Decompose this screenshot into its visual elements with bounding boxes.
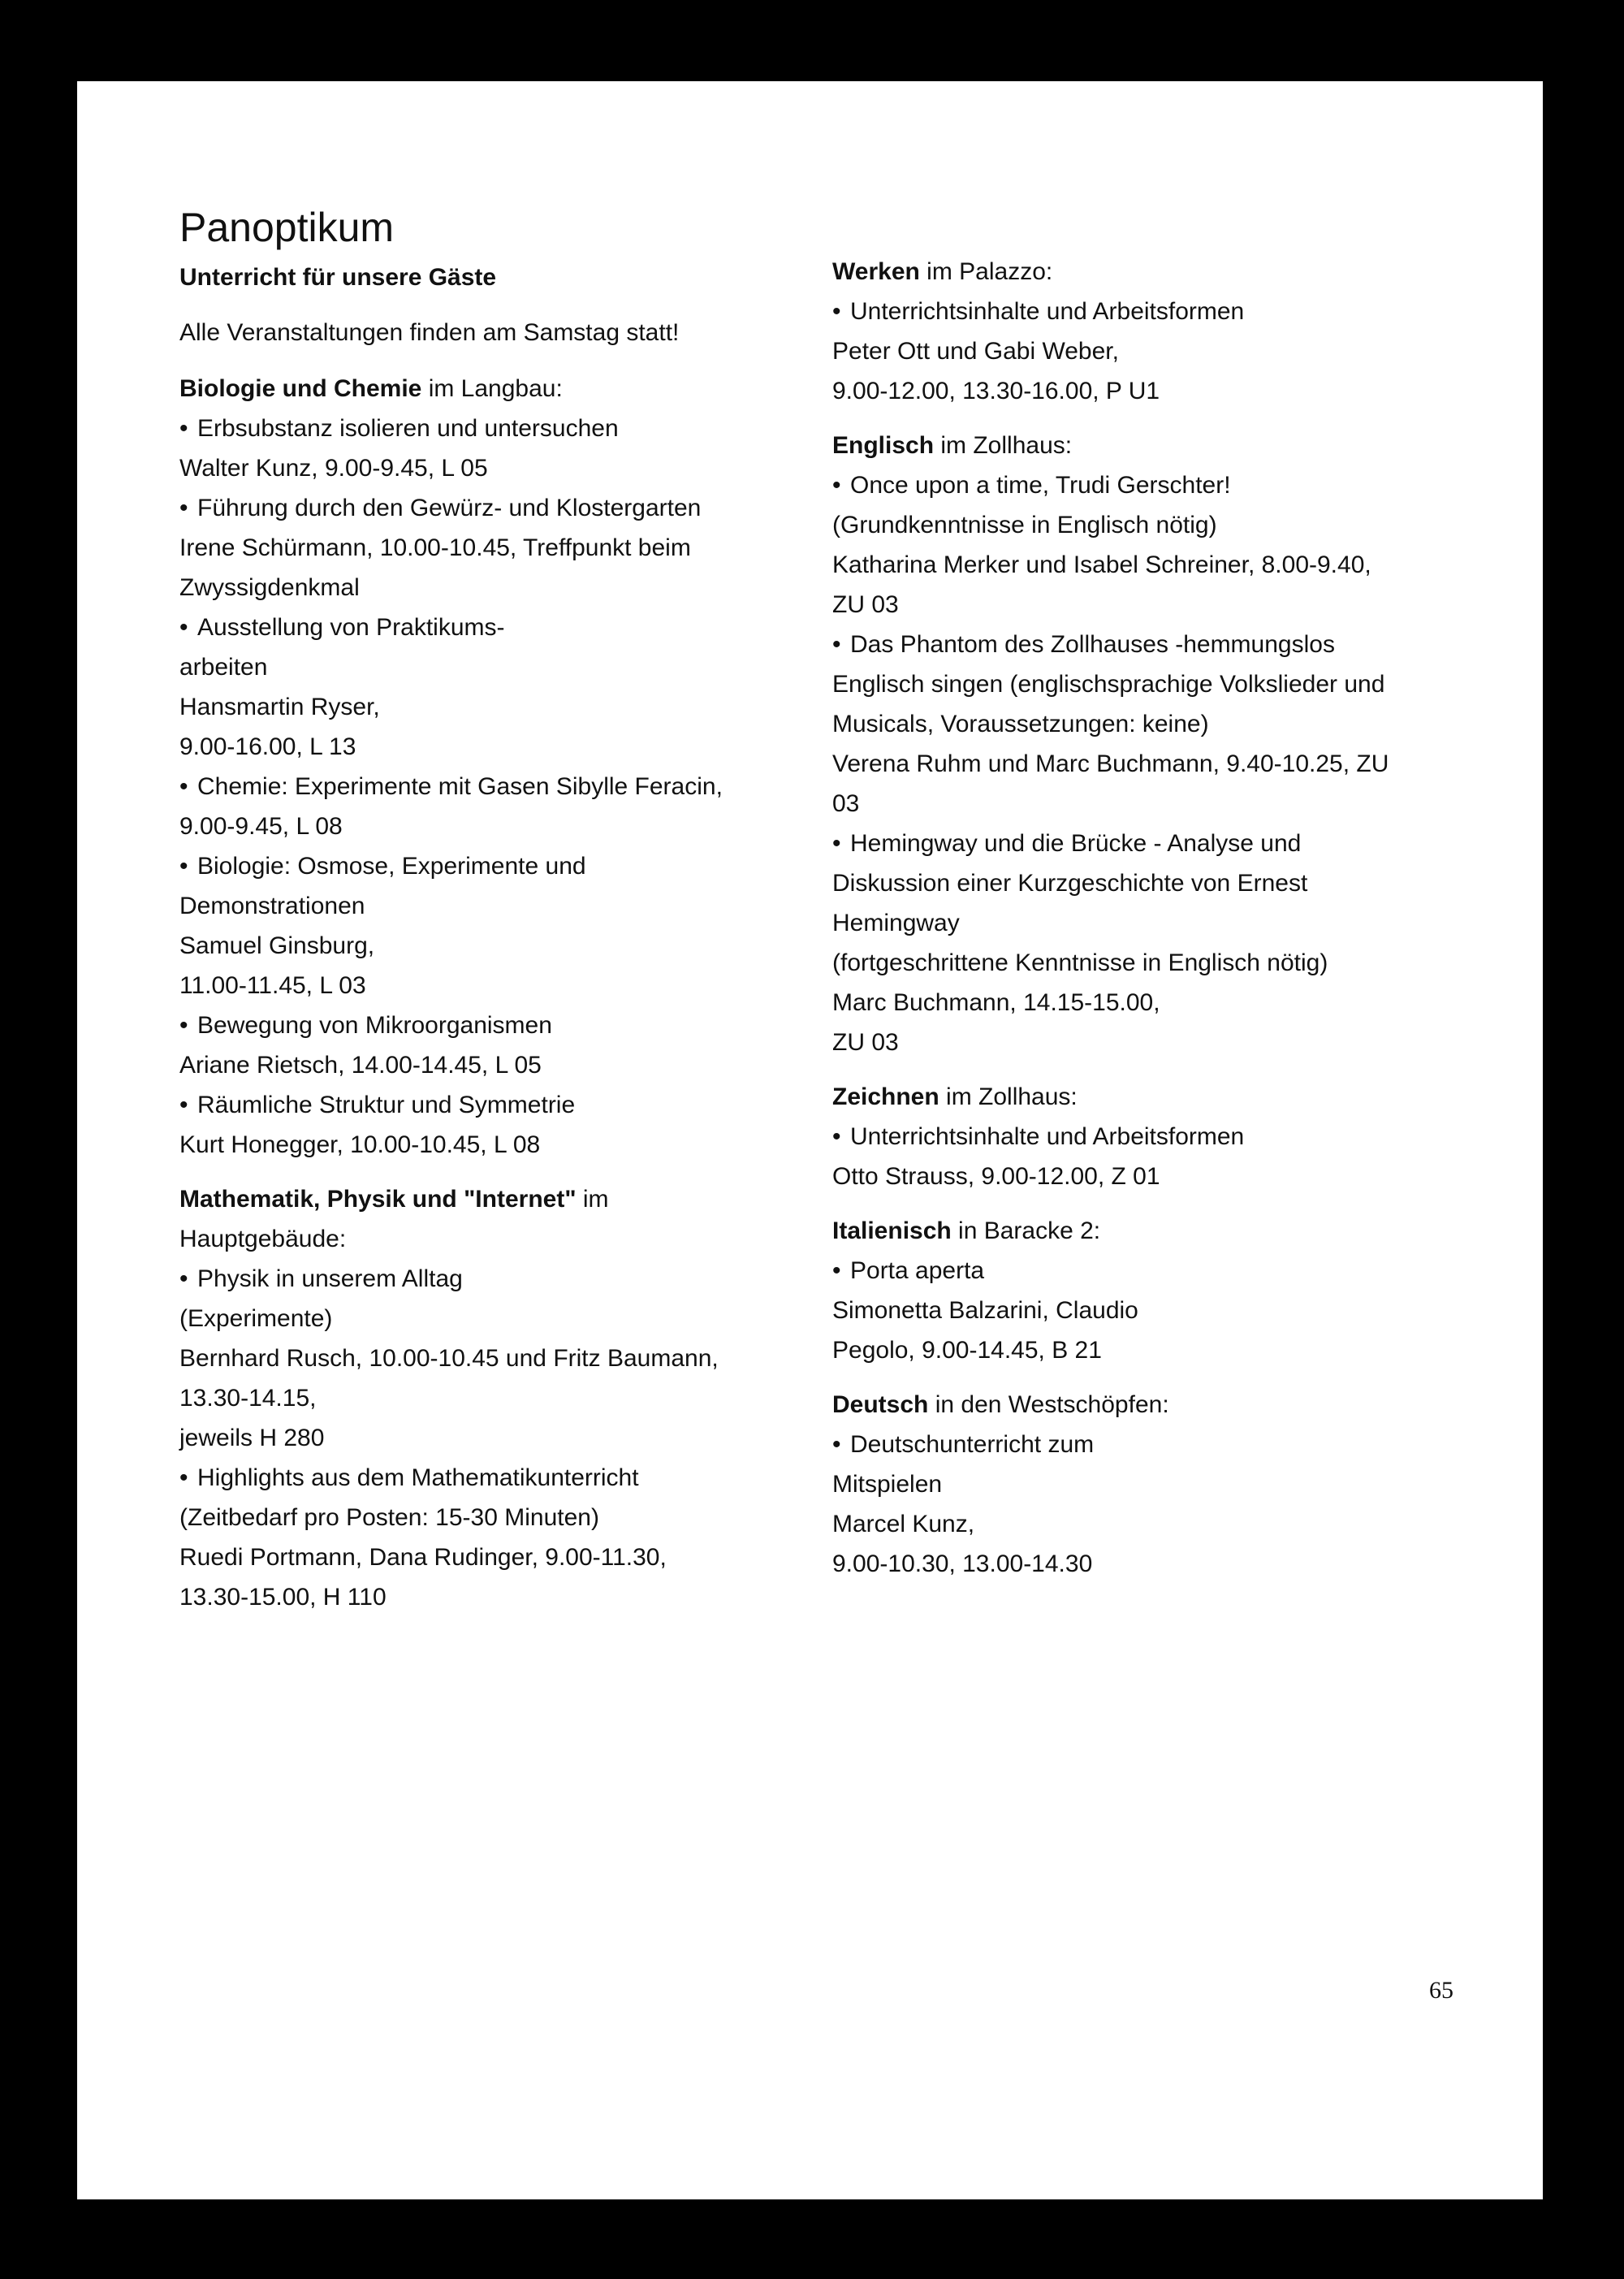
line-text: (Grundkenntnisse in Englisch nötig) xyxy=(832,512,1217,538)
detail-line xyxy=(832,744,1466,784)
detail-line xyxy=(179,568,845,608)
detail-line xyxy=(832,585,1466,625)
line-text: Unterrichtsinhalte und Arbeitsformen xyxy=(850,298,1245,325)
line-text: Irene Schürmann, 10.00-10.45, Treffpunkt beim xyxy=(179,534,691,561)
line-text: Katharina Merker und Isabel Schreiner, 8.00-9.40, xyxy=(832,551,1371,578)
page-title: Panoptikum xyxy=(179,205,395,250)
detail-line xyxy=(179,1045,845,1085)
line-text: 11.00-11.45, L 03 xyxy=(179,972,366,999)
section-heading xyxy=(832,1077,1466,1117)
bullet-icon: • xyxy=(179,773,188,800)
detail-line xyxy=(179,1537,845,1577)
detail-line xyxy=(179,886,845,926)
detail-line xyxy=(179,926,845,966)
detail-line xyxy=(179,807,845,846)
section-heading xyxy=(832,426,1466,465)
line-text: Samuel Ginsburg, xyxy=(179,932,375,959)
line-text: Peter Ott und Gabi Weber, xyxy=(832,338,1119,365)
line-text: Führung durch den Gewürz- und Klostergarten xyxy=(197,495,702,521)
detail-line xyxy=(179,1125,845,1165)
line-text: 9.00-9.45, L 08 xyxy=(179,813,343,840)
bullet-item xyxy=(179,608,845,647)
line-text: Biologie: Osmose, Experimente und xyxy=(197,853,586,880)
bullet-item xyxy=(832,465,1466,505)
detail-line xyxy=(179,528,845,568)
detail-line xyxy=(179,1498,845,1537)
line-text: Bernhard Rusch, 10.00-10.45 und Fritz Baumann, xyxy=(179,1345,719,1372)
section-location: in den Westschöpfen: xyxy=(928,1391,1169,1418)
right-column xyxy=(832,252,1466,1598)
bullet-icon: • xyxy=(832,830,841,857)
line-text: arbeiten xyxy=(179,654,268,681)
detail-line xyxy=(179,687,845,727)
section-location: im Palazzo: xyxy=(919,258,1053,285)
line-text: Hemingway und die Brücke - Analyse und xyxy=(850,830,1302,857)
detail-line xyxy=(179,727,845,767)
course-section xyxy=(832,1077,1466,1196)
line-text: Das Phantom des Zollhauses -hemmungslos xyxy=(850,631,1335,658)
line-text: Englisch singen (englischsprachige Volkslieder und xyxy=(832,671,1385,698)
line-text: Chemie: Experimente mit Gasen Sibylle Feracin, xyxy=(197,773,723,800)
detail-line xyxy=(832,1544,1466,1584)
line-text: ZU 03 xyxy=(832,1029,899,1056)
bullet-icon: • xyxy=(832,1257,841,1284)
course-section xyxy=(832,1385,1466,1584)
line-text: Räumliche Struktur und Symmetrie xyxy=(197,1092,576,1118)
course-section xyxy=(832,1211,1466,1370)
line-text: Diskussion einer Kurzgeschichte von Ernest xyxy=(832,870,1308,897)
bullet-icon: • xyxy=(179,1265,188,1292)
detail-line xyxy=(832,545,1466,585)
line-text: Kurt Honegger, 10.00-10.45, L 08 xyxy=(179,1131,541,1158)
line-text: Walter Kunz, 9.00-9.45, L 05 xyxy=(179,455,488,482)
bullet-icon: • xyxy=(179,1092,188,1118)
section-subject: Werken xyxy=(832,258,920,285)
line-text: Highlights aus dem Mathematikunterricht xyxy=(197,1464,639,1491)
detail-line xyxy=(179,448,845,488)
detail-line xyxy=(832,943,1466,983)
section-heading xyxy=(179,1179,845,1219)
detail-line xyxy=(832,983,1466,1023)
bullet-icon: • xyxy=(179,1012,188,1039)
bullet-item xyxy=(179,1259,845,1299)
line-text: Hauptgebäude: xyxy=(179,1226,347,1252)
bullet-item xyxy=(832,625,1466,664)
detail-line xyxy=(832,331,1466,371)
bullet-icon: • xyxy=(179,1464,188,1491)
bullet-icon: • xyxy=(832,298,841,325)
detail-line xyxy=(179,1378,845,1418)
line-text: Ariane Rietsch, 14.00-14.45, L 05 xyxy=(179,1052,542,1079)
line-text: Porta aperta xyxy=(850,1257,985,1284)
bullet-item xyxy=(832,824,1466,863)
detail-line xyxy=(832,1291,1466,1330)
section-heading xyxy=(179,369,845,409)
line-text: 9.00-12.00, 13.30-16.00, P U1 xyxy=(832,378,1160,404)
line-text: (fortgeschrittene Kenntnisse in Englisch nötig) xyxy=(832,949,1328,976)
detail-line xyxy=(832,664,1466,704)
bullet-item xyxy=(179,846,845,886)
section-subject: Mathematik, Physik und "Internet" xyxy=(179,1186,577,1213)
line-text: Mitspielen xyxy=(832,1471,943,1498)
section-location: im xyxy=(576,1186,609,1213)
section-heading xyxy=(832,1211,1466,1251)
section-location: im Zollhaus: xyxy=(934,432,1073,459)
section-subject: Zeichnen xyxy=(832,1083,939,1110)
bullet-item xyxy=(832,292,1466,331)
line-text: Erbsubstanz isolieren und untersuchen xyxy=(197,415,619,442)
course-section xyxy=(832,426,1466,1062)
line-text: Demonstrationen xyxy=(179,893,365,919)
line-text: Once upon a time, Trudi Gerschter! xyxy=(850,472,1231,499)
line-text: Ruedi Portmann, Dana Rudinger, 9.00-11.30, xyxy=(179,1544,667,1571)
section-heading xyxy=(832,1385,1466,1425)
detail-line xyxy=(832,1023,1466,1062)
detail-line xyxy=(832,784,1466,824)
bullet-icon: • xyxy=(832,472,841,499)
bullet-item xyxy=(179,1005,845,1045)
bullet-item xyxy=(179,409,845,448)
section-heading xyxy=(832,252,1466,292)
detail-line xyxy=(832,1504,1466,1544)
bullet-item xyxy=(179,767,845,807)
bullet-icon: • xyxy=(179,853,188,880)
line-text: Ausstellung von Praktikums- xyxy=(197,614,505,641)
detail-line xyxy=(179,1299,845,1338)
bullet-icon: • xyxy=(832,1431,841,1458)
line-text: jeweils H 280 xyxy=(179,1425,325,1451)
bullet-item xyxy=(832,1117,1466,1157)
left-column xyxy=(179,203,845,1632)
page-number: 65 xyxy=(1429,1977,1453,2004)
line-text: Hemingway xyxy=(832,910,960,936)
bullet-item xyxy=(832,1251,1466,1291)
section-subject: Deutsch xyxy=(832,1391,929,1418)
line-text: ZU 03 xyxy=(832,591,899,618)
section-location: im Langbau: xyxy=(421,375,563,402)
document-page xyxy=(77,81,1543,2199)
section-subject: Biologie und Chemie xyxy=(179,375,422,402)
bullet-icon: • xyxy=(832,631,841,658)
bullet-item xyxy=(832,1425,1466,1464)
line-text: 13.30-15.00, H 110 xyxy=(179,1584,387,1611)
right-sections xyxy=(832,252,1466,1584)
detail-line xyxy=(832,1157,1466,1196)
bullet-icon: • xyxy=(179,614,188,641)
detail-line xyxy=(832,1464,1466,1504)
section-subject: Englisch xyxy=(832,432,935,459)
line-text: Marcel Kunz, xyxy=(832,1511,975,1537)
bullet-item xyxy=(179,1085,845,1125)
line-text: (Experimente) xyxy=(179,1305,333,1332)
bullet-icon: • xyxy=(179,495,188,521)
line-text: Bewegung von Mikroorganismen xyxy=(197,1012,552,1039)
course-section xyxy=(179,369,845,1165)
line-text: Marc Buchmann, 14.15-15.00, xyxy=(832,989,1160,1016)
detail-line xyxy=(179,1418,845,1458)
bullet-icon: • xyxy=(832,1123,841,1150)
detail-line xyxy=(179,966,845,1005)
detail-line xyxy=(179,1338,845,1378)
left-sections xyxy=(179,369,845,1617)
detail-line xyxy=(832,863,1466,903)
intro-text: Alle Veranstaltungen finden am Samstag statt! xyxy=(179,319,680,346)
bullet-icon: • xyxy=(179,415,188,442)
detail-line xyxy=(832,704,1466,744)
line-text: Physik in unserem Alltag xyxy=(197,1265,463,1292)
line-text: Simonetta Balzarini, Claudio xyxy=(832,1297,1138,1324)
line-text: (Zeitbedarf pro Posten: 15-30 Minuten) xyxy=(179,1504,599,1531)
section-subject: Italienisch xyxy=(832,1217,952,1244)
line-text: Otto Strauss, 9.00-12.00, Z 01 xyxy=(832,1163,1160,1190)
line-text: 9.00-10.30, 13.00-14.30 xyxy=(832,1550,1093,1577)
line-text: Zwyssigdenkmal xyxy=(179,574,360,601)
line-text: Deutschunterricht zum xyxy=(850,1431,1095,1458)
detail-line xyxy=(179,1577,845,1617)
course-section xyxy=(179,1179,845,1617)
line-text: 9.00-16.00, L 13 xyxy=(179,733,356,760)
line-text: Verena Ruhm und Marc Buchmann, 9.40-10.25, ZU xyxy=(832,750,1389,777)
section-location: im Zollhaus: xyxy=(939,1083,1078,1110)
detail-line xyxy=(832,903,1466,943)
detail-line xyxy=(179,1219,845,1259)
page-subtitle: Unterricht für unsere Gäste xyxy=(179,264,497,291)
section-location: in Baracke 2: xyxy=(951,1217,1101,1244)
line-text: Musicals, Voraussetzungen: keine) xyxy=(832,711,1209,737)
line-text: Pegolo, 9.00-14.45, B 21 xyxy=(832,1337,1102,1364)
line-text: Hansmartin Ryser, xyxy=(179,694,380,720)
detail-line xyxy=(179,647,845,687)
bullet-item xyxy=(179,488,845,528)
line-text: 13.30-14.15, xyxy=(179,1385,317,1412)
detail-line xyxy=(832,1330,1466,1370)
course-section xyxy=(832,252,1466,411)
detail-line xyxy=(832,505,1466,545)
bullet-item xyxy=(179,1458,845,1498)
detail-line xyxy=(832,371,1466,411)
line-text: 03 xyxy=(832,790,860,817)
line-text: Unterrichtsinhalte und Arbeitsformen xyxy=(850,1123,1245,1150)
